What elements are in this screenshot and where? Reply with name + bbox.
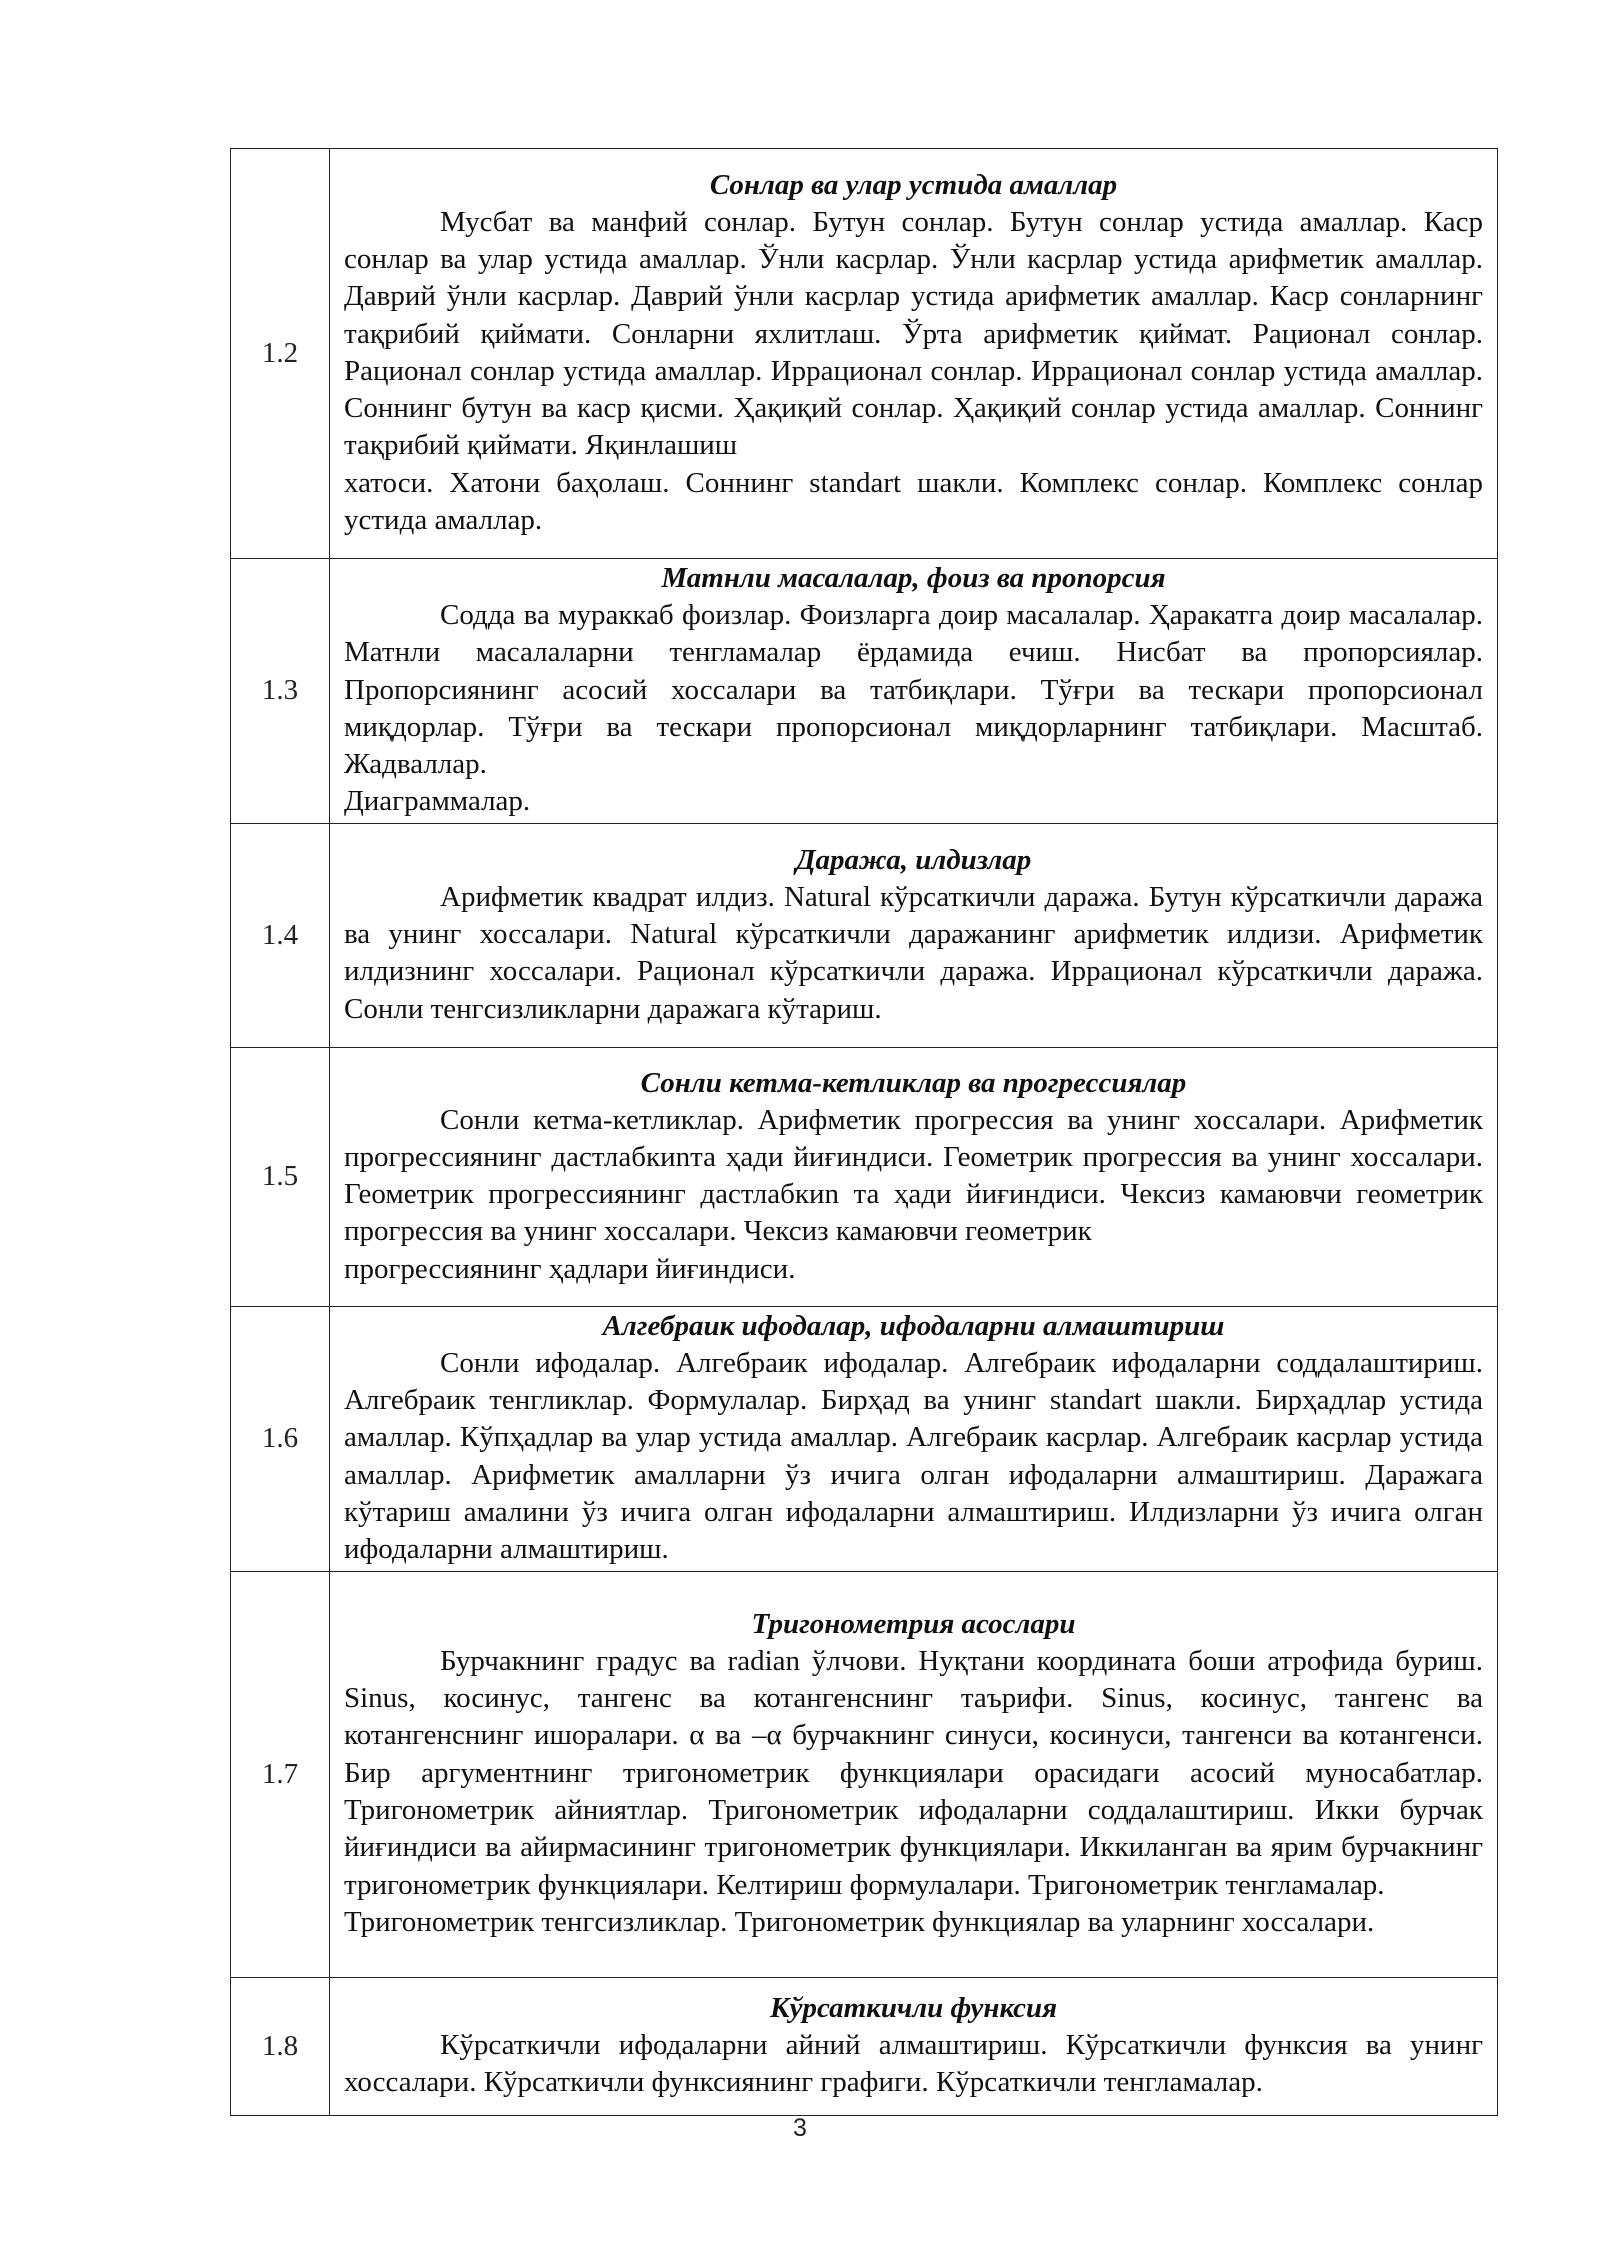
section-text: Бурчакнинг градус ва radian ўлчови. Нуқтани координата боши атрофида буриш. Sinus, косинус, тангенс ва котангенснинг таърифи. Sinus, косинус, тангенс ва котангенснинг ишоралари. α ва –α бурчакнинг синуси, косинуси, тангенси ва котангенси. Бир аргументнинг тригонометрик функциялари орасидаги асосий муносабатлар. Тригонометрик айниятлар. Тригонометрик ифодаларни соддалаштириш. Икки бурчак йиғиндиси ва айирмасининг тригонометрик функциялари. Иккиланган ва ярим бурчакнинг тригонометрик функциялари. Келтириш формулалари. Тригонометрик тенгламалар. <box>344 1644 1483 1901</box>
table-row <box>231 1977 1498 2115</box>
section-heading: Тригонометрия асослари <box>751 1607 1076 1640</box>
table-row <box>231 149 1498 559</box>
section-text: Сонли ифодалар. Алгебраик ифодалар. Алгебраик ифодаларни соддалаштириш. Алгебраик тенгликлар. Формулалар. Бирҳад ва унинг standart шакли. Бирҳадлар устида амаллар. Кўпҳадлар ва улар устида амаллар. Алгебраик касрлар. Алгебраик касрлар устида амаллар. Арифметик амалларни ўз ичига олган ифодаларни алмаштириш. Даражага кўтариш амалини ўз ичига олган ифодаларни алмаштириш. Илдизларни ўз ичига олган ифодаларни алмаштириш. <box>344 1346 1483 1566</box>
section-content <box>330 559 1498 824</box>
section-heading: Кўрсаткичли функсия <box>769 1991 1058 2024</box>
section-number: 1.7 <box>231 1571 330 1977</box>
section-text: Диаграммалар. <box>344 785 531 818</box>
section-content <box>330 149 1498 559</box>
table-row <box>231 559 1498 824</box>
section-heading: Алгебраик ифодалар, ифодаларни алмаштириш <box>602 1309 1225 1342</box>
section-number: 1.6 <box>231 1306 330 1571</box>
section-number: 1.8 <box>231 1977 330 2115</box>
section-content <box>330 823 1498 1047</box>
section-heading: Даража, илдизлар <box>795 843 1032 876</box>
section-number: 1.3 <box>231 559 330 824</box>
section-text: Арифметик квадрат илдиз. Natural кўрсаткичли даража. Бутун кўрсаткичли даража ва унинг хоссалари. Natural кўрсаткичли даражанинг арифметик илдизи. Арифметик илдизнинг хоссалари. Рационал кўрсаткичли даража. Иррационал кўрсаткичли даража. Сонли тенгсизликларни даражага кўтариш. <box>344 880 1483 1025</box>
section-text: прогрессиянинг ҳадлари йиғиндиси. <box>344 1252 796 1285</box>
section-heading: Сонли кетма-кетликлар ва прогрессиялар <box>640 1066 1187 1099</box>
section-number: 1.5 <box>231 1047 330 1306</box>
table-row <box>231 1571 1498 1977</box>
section-number: 1.2 <box>231 149 330 559</box>
syllabus-table-body <box>231 149 1498 2116</box>
section-text: Содда ва мураккаб фоизлар. Фоизларга доир масалалар. Ҳаракатга доир масалалар. Матнли масалаларни тенгламалар ёрдамида ечиш. Нисбат ва пропорсиялар. Пропорсиянинг асосий хоссалари ва татбиқлари. Тўғри ва тескари пропорсионал миқдорлар. Тўғри ва тескари пропорсионал миқдорларнинг татбиқлари. Масштаб. Жадваллар. <box>344 599 1483 781</box>
table-row <box>231 1047 1498 1306</box>
syllabus-table <box>230 148 1498 2116</box>
table-row <box>231 823 1498 1047</box>
section-text: Кўрсаткичли ифодаларни айний алмаштириш. Кўрсаткичли функсия ва унинг хоссалари. Кўрсаткичли функсиянинг графиги. Кўрсаткичли тенгламалар. <box>344 2028 1483 2099</box>
section-number: 1.4 <box>231 823 330 1047</box>
table-row <box>231 1306 1498 1571</box>
section-content <box>330 1977 1498 2115</box>
section-heading: Матнли масалалар, фоиз ва пропорсия <box>661 562 1166 594</box>
section-text: Сонли кетма-кетликлар. Арифметик прогрессия ва унинг хоссалари. Арифметик прогрессиянинг дастлабкиnта ҳади йиғиндиси. Геометрик прогрессия ва унинг хоссалари. Геометрик прогрессиянинг дастлабкиn та ҳади йиғиндиси. Чексиз камаювчи геометрик прогрессия ва унинг хоссалари. Чексиз камаювчи геометрик <box>344 1103 1483 1248</box>
section-text: Мусбат ва манфий сонлар. Бутун сонлар. Бутун сонлар устида амаллар. Каср сонлар ва улар устида амаллар. Ўнли касрлар. Ўнли касрлар устида арифметик амаллар. Даврий ўнли касрлар. Даврий ўнли касрлар устида арифметик амаллар. Каср сонларнинг тақрибий қиймати. Сонларни яхлитлаш. Ўрта арифметик қиймат. Рационал сонлар. Рационал сонлар устида амаллар. Иррационал сонлар. Иррационал сонлар устида амаллар. Соннинг бутун ва каср қисми. Ҳақиқий сонлар. Ҳақиқий сонлар устида амаллар. Соннинг тақрибий қиймати. Яқинлашиш <box>344 205 1483 462</box>
section-content <box>330 1047 1498 1306</box>
section-text: Тригонометрик тенгсизликлар. Тригонометрик функциялар ва уларнинг хоссалари. <box>344 1905 1375 1938</box>
section-text: хатоси. Хатони баҳолаш. Соннинг standart шакли. Комплекс сонлар. Комплекс сонлар устида амаллар. <box>344 466 1483 537</box>
section-content <box>330 1571 1498 1977</box>
section-heading: Сонлар ва улар устида амаллар <box>709 168 1118 201</box>
page-number: 3 <box>793 2114 807 2142</box>
section-content <box>330 1306 1498 1571</box>
